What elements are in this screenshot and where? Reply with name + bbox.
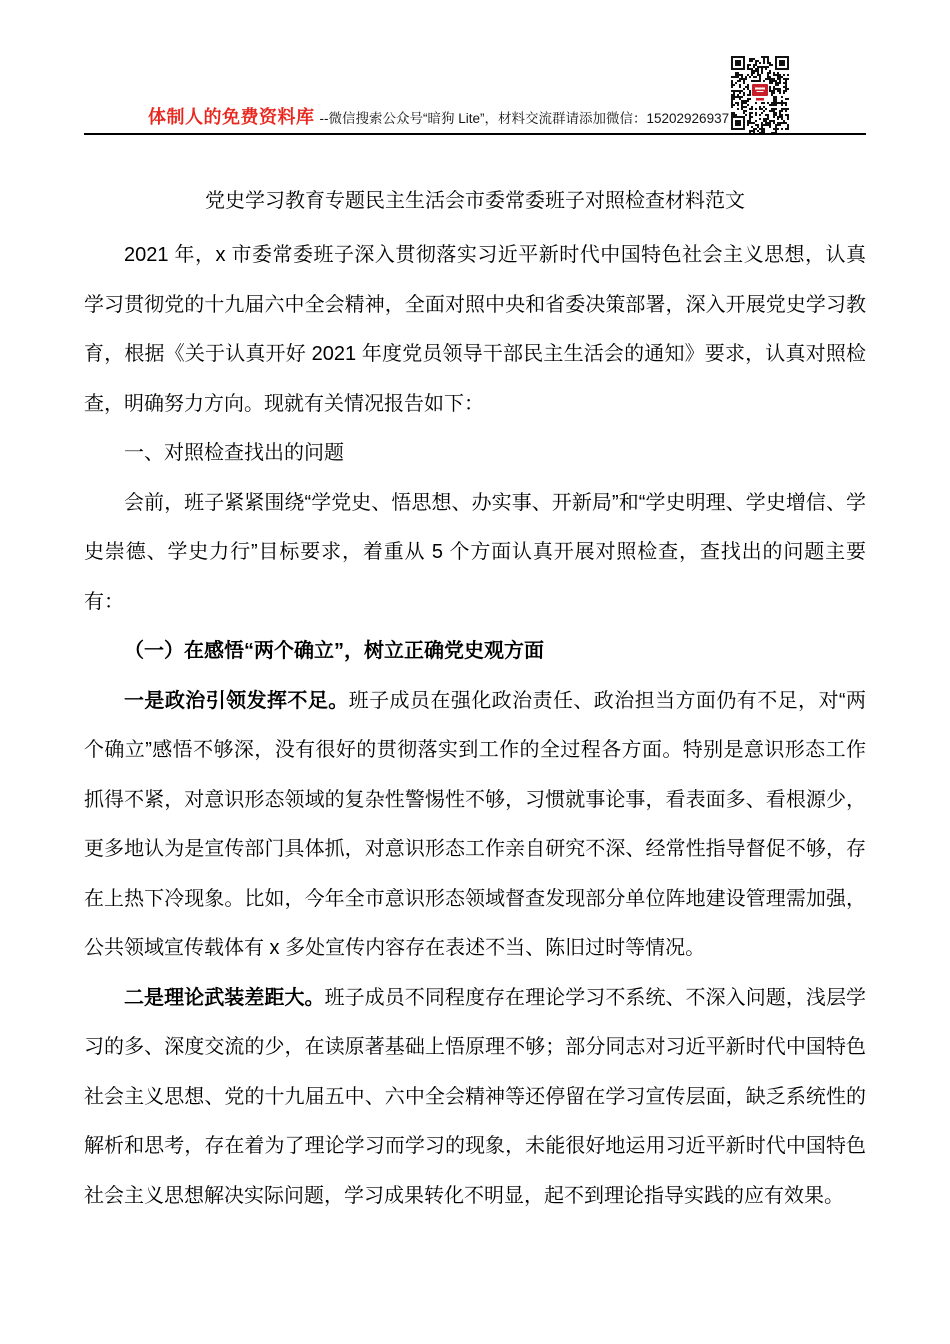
page-title: 党史学习教育专题民主生活会市委常委班子对照检查材料范文 [205,190,745,212]
document-body [84,231,866,1221]
section-heading-one: 一、对照检查找出的问题 [124,442,344,464]
document-content [84,135,866,1221]
paragraph-pre-meeting: 会前，班子紧紧围绕“学党史、悟思想、办实事、开新局”和“学史明理、学史增信、学史崇德、学史力行”目标要求，着重从 5 个方面认真开展对照检查，查找出的问题主要有： [84,491,866,613]
brand-text: 体制人的免费资料库 [148,107,315,127]
paragraph-opening: 2021 年，x 市委常委班子深入贯彻落实习近平新时代中国特色社会主义思想，认真学习贯彻党的十九届六中全会精神，全面对照中央和省委决策部署，深入开展党史学习教育，根据《关于认真开好 2021 年度党员领导干部民主生活会的通知》要求，认真对照检查，明确努力方向。现就有关情况报告如下： [84,244,866,415]
qr-center-badge [752,84,768,96]
qr-code-icon [731,56,789,134]
problem-2-lead: 二是理论武装差距大。 [124,986,325,1009]
header-row [148,103,729,129]
subsection-heading-one-one: （一）在感悟“两个确立”，树立正确党史观方面 [124,640,544,662]
problem-1-body: 班子成员在强化政治责任、政治担当方面仍有不足，对“两个确立”感悟不够深，没有很好的贯彻落实到工作的全过程各方面。特别是意识形态工作抓得不紧，对意识形态领域的复杂性警惕性不够，习惯就事论事，看表面多、看根源少，更多地认为是宣传部门具体抓，对意识形态工作亲自研究不深、经常性指导督促不够，存在上热下冷现象。比如，今年全市意识形态领域督查发现部分单位阵地建设管理需加强，公共领域宣传载体有 x 多处宣传内容存在表述不当、陈旧过时等情况。 [84,689,866,959]
problem-2-body: 班子成员不同程度存在理论学习不系统、不深入问题，浅层学习的多、深度交流的少，在读原著基础上悟原理不够；部分同志对习近平新时代中国特色社会主义思想、党的十九届五中、六中全会精神等还停留在学习宣传层面，缺乏系统性的解析和思考，存在着为了理论学习而学习的现象，未能很好地运用习近平新时代中国特色社会主义思想解决实际问题，学习成果转化不明显，起不到理论指导实践的应有效果。 [84,986,867,1207]
paragraph-problem-2 [84,974,866,1222]
header-note: --微信搜索公众号“暗狗 Lite”，材料交流群请添加微信：15202926937 [319,111,730,126]
problem-1-lead: 一是政治引领发挥不足。 [124,689,349,712]
paragraph-problem-1 [84,677,866,974]
